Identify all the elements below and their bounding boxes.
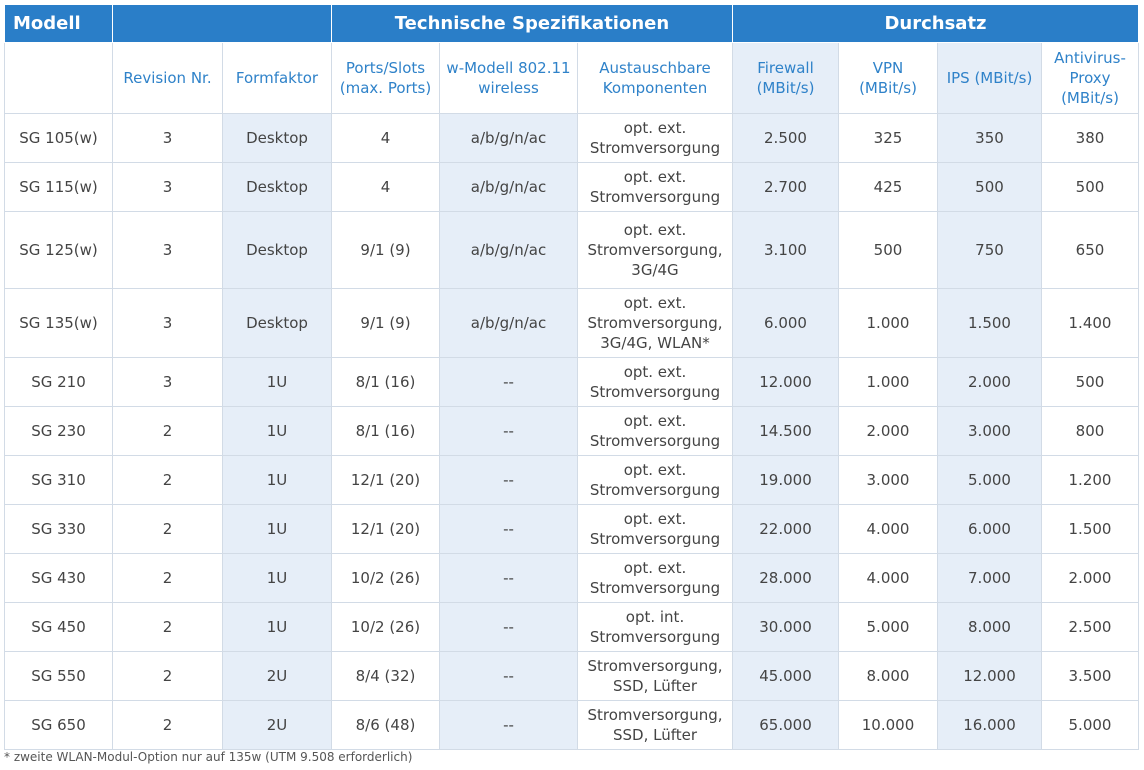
cell-vpn: 2.000	[839, 407, 938, 456]
cell-model: SG 135(w)	[5, 289, 113, 358]
cell-ports: 10/2 (26)	[332, 603, 440, 652]
cell-revision: 3	[113, 212, 223, 289]
table-row	[5, 407, 1139, 456]
table-row	[5, 505, 1139, 554]
blank-group-header	[113, 5, 332, 43]
cell-av: 1.500	[1042, 505, 1139, 554]
cell-firewall: 3.100	[733, 212, 839, 289]
cell-av: 500	[1042, 358, 1139, 407]
cell-form: 1U	[223, 554, 332, 603]
cell-av: 650	[1042, 212, 1139, 289]
cell-components: opt. ext. Stromversorgung	[578, 114, 733, 163]
column-header: IPS (MBit/s)	[938, 43, 1042, 114]
table-row	[5, 163, 1139, 212]
cell-ips: 350	[938, 114, 1042, 163]
cell-revision: 2	[113, 603, 223, 652]
cell-ports: 9/1 (9)	[332, 289, 440, 358]
cell-ips: 2.000	[938, 358, 1042, 407]
cell-firewall: 2.700	[733, 163, 839, 212]
cell-wireless: --	[440, 603, 578, 652]
cell-ports: 9/1 (9)	[332, 212, 440, 289]
cell-ports: 8/1 (16)	[332, 358, 440, 407]
table-row	[5, 554, 1139, 603]
column-header: Antivirus-Proxy (MBit/s)	[1042, 43, 1139, 114]
cell-ports: 8/6 (48)	[332, 701, 440, 750]
cell-form: 1U	[223, 456, 332, 505]
cell-revision: 3	[113, 358, 223, 407]
model-column-header: Modell	[5, 5, 113, 43]
column-header: Formfaktor	[223, 43, 332, 114]
cell-wireless: a/b/g/n/ac	[440, 163, 578, 212]
table-row	[5, 456, 1139, 505]
cell-components: opt. ext. Stromversorgung, 3G/4G	[578, 212, 733, 289]
cell-model: SG 210	[5, 358, 113, 407]
cell-model: SG 650	[5, 701, 113, 750]
cell-components: opt. int. Stromversorgung	[578, 603, 733, 652]
cell-vpn: 1.000	[839, 358, 938, 407]
throughput-group-header: Durchsatz	[733, 5, 1139, 43]
cell-form: Desktop	[223, 114, 332, 163]
cell-av: 800	[1042, 407, 1139, 456]
cell-ports: 4	[332, 114, 440, 163]
table-row	[5, 358, 1139, 407]
cell-firewall: 19.000	[733, 456, 839, 505]
cell-model: SG 550	[5, 652, 113, 701]
cell-av: 1.400	[1042, 289, 1139, 358]
cell-av: 3.500	[1042, 652, 1139, 701]
cell-vpn: 3.000	[839, 456, 938, 505]
cell-revision: 2	[113, 456, 223, 505]
spec-table	[4, 4, 1139, 750]
cell-wireless: --	[440, 456, 578, 505]
column-header: Firewall (MBit/s)	[733, 43, 839, 114]
cell-revision: 3	[113, 114, 223, 163]
column-header: Ports/Slots (max. Ports)	[332, 43, 440, 114]
cell-components: opt. ext. Stromversorgung	[578, 554, 733, 603]
cell-av: 380	[1042, 114, 1139, 163]
cell-av: 1.200	[1042, 456, 1139, 505]
cell-model: SG 125(w)	[5, 212, 113, 289]
cell-components: opt. ext. Stromversorgung	[578, 407, 733, 456]
cell-revision: 3	[113, 163, 223, 212]
cell-vpn: 8.000	[839, 652, 938, 701]
cell-revision: 2	[113, 554, 223, 603]
table-row	[5, 701, 1139, 750]
cell-ports: 8/1 (16)	[332, 407, 440, 456]
cell-components: opt. ext. Stromversorgung	[578, 163, 733, 212]
cell-model: SG 115(w)	[5, 163, 113, 212]
cell-ips: 7.000	[938, 554, 1042, 603]
cell-vpn: 325	[839, 114, 938, 163]
cell-vpn: 500	[839, 212, 938, 289]
column-header-row	[5, 43, 1139, 114]
cell-model: SG 330	[5, 505, 113, 554]
cell-revision: 3	[113, 289, 223, 358]
cell-form: Desktop	[223, 163, 332, 212]
column-header: Austauschbare Komponenten	[578, 43, 733, 114]
cell-ports: 12/1 (20)	[332, 505, 440, 554]
cell-firewall: 6.000	[733, 289, 839, 358]
table-row	[5, 212, 1139, 289]
cell-vpn: 10.000	[839, 701, 938, 750]
cell-ips: 8.000	[938, 603, 1042, 652]
cell-firewall: 14.500	[733, 407, 839, 456]
cell-wireless: --	[440, 505, 578, 554]
cell-components: opt. ext. Stromversorgung	[578, 505, 733, 554]
cell-ips: 500	[938, 163, 1042, 212]
cell-av: 2.500	[1042, 603, 1139, 652]
cell-wireless: --	[440, 554, 578, 603]
cell-components: Stromversorgung, SSD, Lüfter	[578, 652, 733, 701]
cell-wireless: a/b/g/n/ac	[440, 212, 578, 289]
cell-model: SG 310	[5, 456, 113, 505]
cell-form: 1U	[223, 603, 332, 652]
cell-revision: 2	[113, 505, 223, 554]
cell-firewall: 30.000	[733, 603, 839, 652]
cell-revision: 2	[113, 407, 223, 456]
cell-form: 2U	[223, 652, 332, 701]
cell-ips: 1.500	[938, 289, 1042, 358]
cell-form: 1U	[223, 505, 332, 554]
cell-ips: 12.000	[938, 652, 1042, 701]
cell-ports: 8/4 (32)	[332, 652, 440, 701]
column-header: Revision Nr.	[113, 43, 223, 114]
cell-revision: 2	[113, 652, 223, 701]
cell-ips: 3.000	[938, 407, 1042, 456]
table-row	[5, 652, 1139, 701]
column-header: VPN (MBit/s)	[839, 43, 938, 114]
column-header: w-Modell 802.11 wireless	[440, 43, 578, 114]
table-row	[5, 289, 1139, 358]
cell-av: 2.000	[1042, 554, 1139, 603]
footnote: * zweite WLAN-Modul-Option nur auf 135w (UTM 9.508 erforderlich)	[4, 750, 413, 764]
cell-form: Desktop	[223, 289, 332, 358]
cell-firewall: 22.000	[733, 505, 839, 554]
cell-firewall: 28.000	[733, 554, 839, 603]
cell-vpn: 425	[839, 163, 938, 212]
cell-wireless: a/b/g/n/ac	[440, 289, 578, 358]
cell-form: 1U	[223, 407, 332, 456]
cell-form: 1U	[223, 358, 332, 407]
cell-model: SG 430	[5, 554, 113, 603]
blank-subheader	[5, 43, 113, 114]
cell-components: Stromversorgung, SSD, Lüfter	[578, 701, 733, 750]
cell-ips: 6.000	[938, 505, 1042, 554]
cell-av: 500	[1042, 163, 1139, 212]
cell-wireless: --	[440, 701, 578, 750]
cell-firewall: 65.000	[733, 701, 839, 750]
cell-model: SG 450	[5, 603, 113, 652]
cell-ips: 750	[938, 212, 1042, 289]
cell-wireless: --	[440, 358, 578, 407]
cell-firewall: 12.000	[733, 358, 839, 407]
cell-ips: 16.000	[938, 701, 1042, 750]
cell-model: SG 105(w)	[5, 114, 113, 163]
cell-revision: 2	[113, 701, 223, 750]
cell-components: opt. ext. Stromversorgung	[578, 358, 733, 407]
table-row	[5, 114, 1139, 163]
cell-wireless: --	[440, 652, 578, 701]
cell-wireless: --	[440, 407, 578, 456]
cell-firewall: 2.500	[733, 114, 839, 163]
cell-ports: 12/1 (20)	[332, 456, 440, 505]
cell-form: Desktop	[223, 212, 332, 289]
cell-ips: 5.000	[938, 456, 1042, 505]
group-header-row	[5, 5, 1139, 43]
cell-vpn: 4.000	[839, 505, 938, 554]
cell-firewall: 45.000	[733, 652, 839, 701]
cell-ports: 4	[332, 163, 440, 212]
cell-vpn: 4.000	[839, 554, 938, 603]
cell-wireless: a/b/g/n/ac	[440, 114, 578, 163]
table-row	[5, 603, 1139, 652]
cell-components: opt. ext. Stromversorgung, 3G/4G, WLAN*	[578, 289, 733, 358]
cell-vpn: 1.000	[839, 289, 938, 358]
cell-av: 5.000	[1042, 701, 1139, 750]
cell-ports: 10/2 (26)	[332, 554, 440, 603]
tech-specs-group-header: Technische Spezifikationen	[332, 5, 733, 43]
cell-model: SG 230	[5, 407, 113, 456]
cell-components: opt. ext. Stromversorgung	[578, 456, 733, 505]
cell-vpn: 5.000	[839, 603, 938, 652]
cell-form: 2U	[223, 701, 332, 750]
